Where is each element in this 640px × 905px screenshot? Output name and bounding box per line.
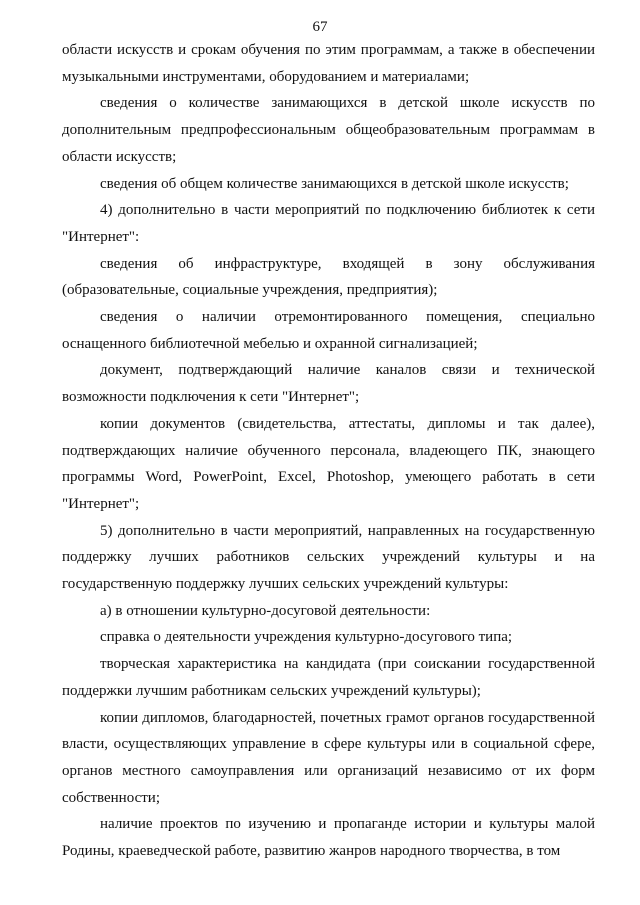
paragraph-students-preprofessional: сведения о количестве занимающихся в детской школе искусств по дополнительным предпрофессиональным общеобразовательным программам в области искусств;: [62, 95, 595, 165]
document-body: [62, 37, 595, 865]
paragraph-premises: сведения о наличии отремонтированного помещения, специально оснащенного библиотечной мебелью и охранной сигнализацией;: [62, 309, 595, 352]
paragraph-subitem-a: а) в отношении культурно-досуговой деятельности:: [100, 602, 431, 619]
paragraph-projects: наличие проектов по изучению и пропаганде истории и культуры малой Родины, краеведческой работе, развитию жанров народного творчества, в том: [62, 816, 595, 860]
paragraph-staff-documents: копии документов (свидетельства, аттестаты, дипломы и так далее), подтверждающих наличие обученного персонала, владеющего ПК, знающего программы Word, PowerPoint, Excel, Photoshop, умеющего работать в сети "Интернет";: [62, 415, 595, 512]
paragraph-infrastructure: сведения об инфраструктуре, входящей в зону обслуживания (образовательные, социальные учреждения, предприятия);: [62, 255, 595, 299]
page-number: 67: [312, 19, 328, 35]
paragraph-candidate-characteristic: творческая характеристика на кандидата (при соискании государственной поддержки лучшим работникам сельских учреждений культуры);: [62, 656, 595, 699]
paragraph-communication-channels: документ, подтверждающий наличие каналов связи и технической возможности подключения к сети "Интернет";: [62, 362, 595, 406]
paragraph-activity-reference: справка о деятельности учреждения культурно-досугового типа;: [100, 629, 513, 646]
paragraph-students-total: сведения об общем количестве занимающихся в детской школе искусств;: [100, 175, 569, 192]
paragraph-item-4-libraries: 4) дополнительно в части мероприятий по подключению библиотек к сети "Интернет":: [62, 202, 595, 245]
paragraph-diplomas-copies: копии дипломов, благодарностей, почетных грамот органов государственной власти, осуществляющих управление в сфере культуры или в социальной сфере, органов местного самоуправления или организаций независимо от их форм собственности;: [62, 709, 595, 806]
paragraph-continuation: области искусств и срокам обучения по этим программам, а также в обеспечении музыкальными инструментами, оборудованием и материалами;: [62, 42, 595, 85]
paragraph-item-5-support: 5) дополнительно в части мероприятий, направленных на государственную поддержку лучших работников сельских учреждений культуры и на государственную поддержку лучших сельских учреждений культуры:: [62, 522, 595, 593]
